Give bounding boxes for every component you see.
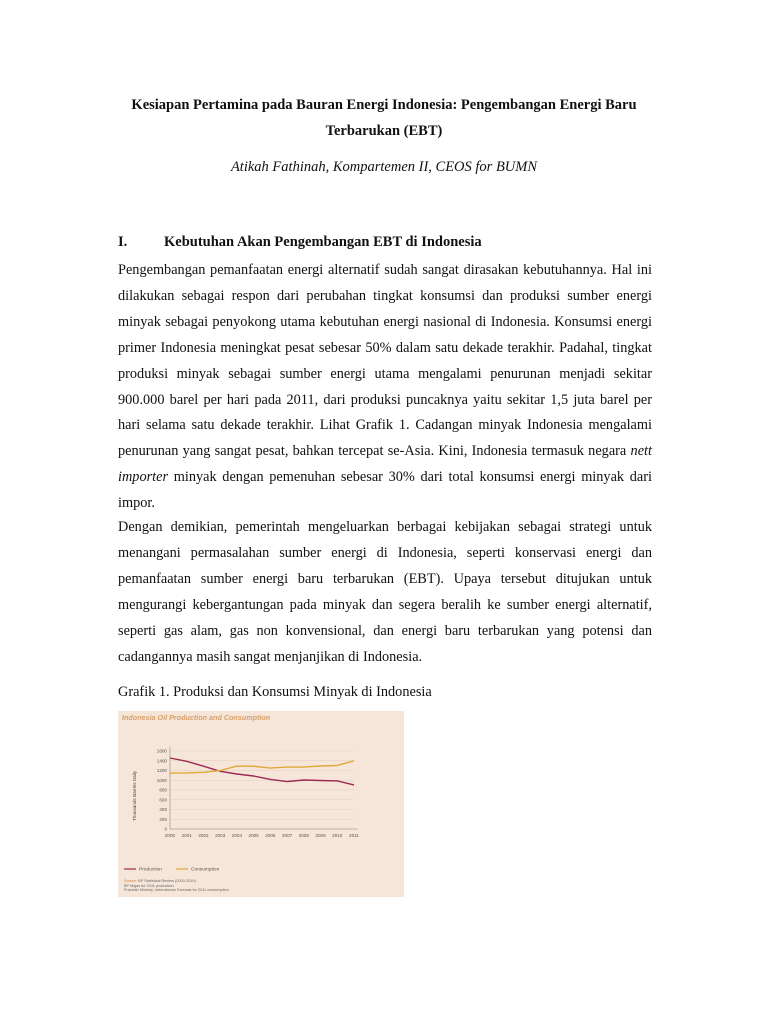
source-line-3: Pusdatin Ministry, International Forecast for 2011 consumption [124, 888, 229, 893]
paragraph-1-italic: nett importer [118, 443, 652, 486]
paragraph-1-text-a: Pengembangan pemanfaatan energi alternatif sudah sangat dirasakan kebutuhannya. Hal ini dilakukan sebagai respon dari perubahan tingkat konsumsi dan produksi sumber energi minyak sebagai penyokong utama kebutuhan energi nasional di Indonesia. Konsumsi energi primer Indonesia meningkat pesat sebesar 50% dalam satu dekade terakhir. Padahal, tingkat produksi minyak sebagai sumber energi utama mengalami penurunan menjadi sekitar 900.000 barel per hari pada 2011, dari produksi puncaknya yaitu sekitar 1,5 juta barel per hari selama satu dekade terakhir. Lihat Grafik 1. Cadangan minyak Indonesia mengalami penurunan yang sangat pesat, bahkan tercepat se-Asia. Kini, Indonesia termasuk negara [118, 262, 652, 460]
chart-x-tick-label: 2003 [215, 833, 226, 838]
chart-x-tick-label: 2000 [164, 833, 176, 838]
chart-x-tick-label: 2008 [298, 833, 309, 838]
paragraph-1-text-b: minyak dengan pemenuhan sebesar 30% dari total konsumsi energi minyak dari impor. [118, 469, 652, 512]
source-label: Source: [124, 879, 138, 883]
chart-x-tick-label: 2001 [181, 833, 192, 838]
chart-series-production [170, 758, 354, 785]
section-title: Kebutuhan Akan Pengembangan EBT di Indonesia [164, 234, 482, 250]
document-title [100, 92, 668, 144]
chart-y-tick-label: 600 [159, 797, 167, 803]
chart-y-tick-label: 1000 [156, 777, 167, 783]
chart-legend-label: Production [139, 867, 162, 873]
source-line-2: BP Migas for 2011 production [124, 883, 174, 888]
section-heading [118, 230, 482, 254]
paragraph-2: Dengan demikian, pemerintah mengeluarkan berbagai kebijakan sebagai strategi untuk menangani permasalahan sumber energi di Indonesia, seperti konservasi energi dan pemanfaatan sumber energi baru terbarukan (EBT). Upaya tersebut ditujukan untuk mengurangi kebergantungan pada minyak dan segera beralih ke sumber energi alternatif, seperti gas alam, gas non konvensional, dan energi baru terbarukan yang potensi dan cadangannya masih sangat menjanjikan di Indonesia. [118, 519, 652, 665]
oil-chart [118, 711, 404, 897]
chart-source [124, 879, 229, 893]
chart-x-tick-label: 2010 [332, 833, 343, 838]
figure-caption: Grafik 1. Produksi dan Konsumsi Minyak di Indonesia [118, 684, 432, 700]
chart-y-tick-label: 0 [164, 826, 167, 832]
chart-x-tick-label: 2005 [248, 833, 259, 838]
chart-x-tick-label: 2004 [231, 833, 243, 838]
chart-legend-label: Consumption [191, 867, 220, 873]
chart-y-axis-label: Thousands Barrels Daily [132, 770, 137, 821]
chart-y-tick-label: 1400 [156, 758, 167, 764]
chart-x-tick-label: 2007 [281, 833, 293, 838]
chart-y-tick-label: 1600 [156, 748, 167, 754]
chart-x-tick-label: 2002 [198, 833, 209, 838]
title-line-1: Kesiapan Pertamina pada Bauran Energi Indonesia: Pengembangan Energi Baru [131, 97, 637, 113]
chart-y-tick-label: 200 [159, 816, 167, 822]
paragraph-1 [118, 258, 652, 517]
title-line-2: Terbarukan (EBT) [325, 123, 443, 139]
section-number: I. [118, 234, 128, 250]
chart-x-tick-label: 2009 [315, 833, 326, 838]
chart-y-tick-label: 1200 [156, 768, 167, 773]
chart-title: Indonesia Oil Production and Consumption [122, 713, 271, 722]
chart-y-tick-label: 400 [159, 807, 167, 812]
chart-svg [118, 711, 404, 897]
chart-x-tick-label: 2011 [349, 833, 359, 838]
chart-series-consumption [170, 761, 354, 773]
chart-y-tick-label: 800 [159, 787, 167, 793]
source-line-1: BP Statistical Review (2000-2010) [138, 879, 196, 883]
author-line: Atikah Fathinah, Kompartemen II, CEOS for BUMN [230, 159, 538, 175]
chart-x-tick-label: 2006 [265, 833, 276, 838]
